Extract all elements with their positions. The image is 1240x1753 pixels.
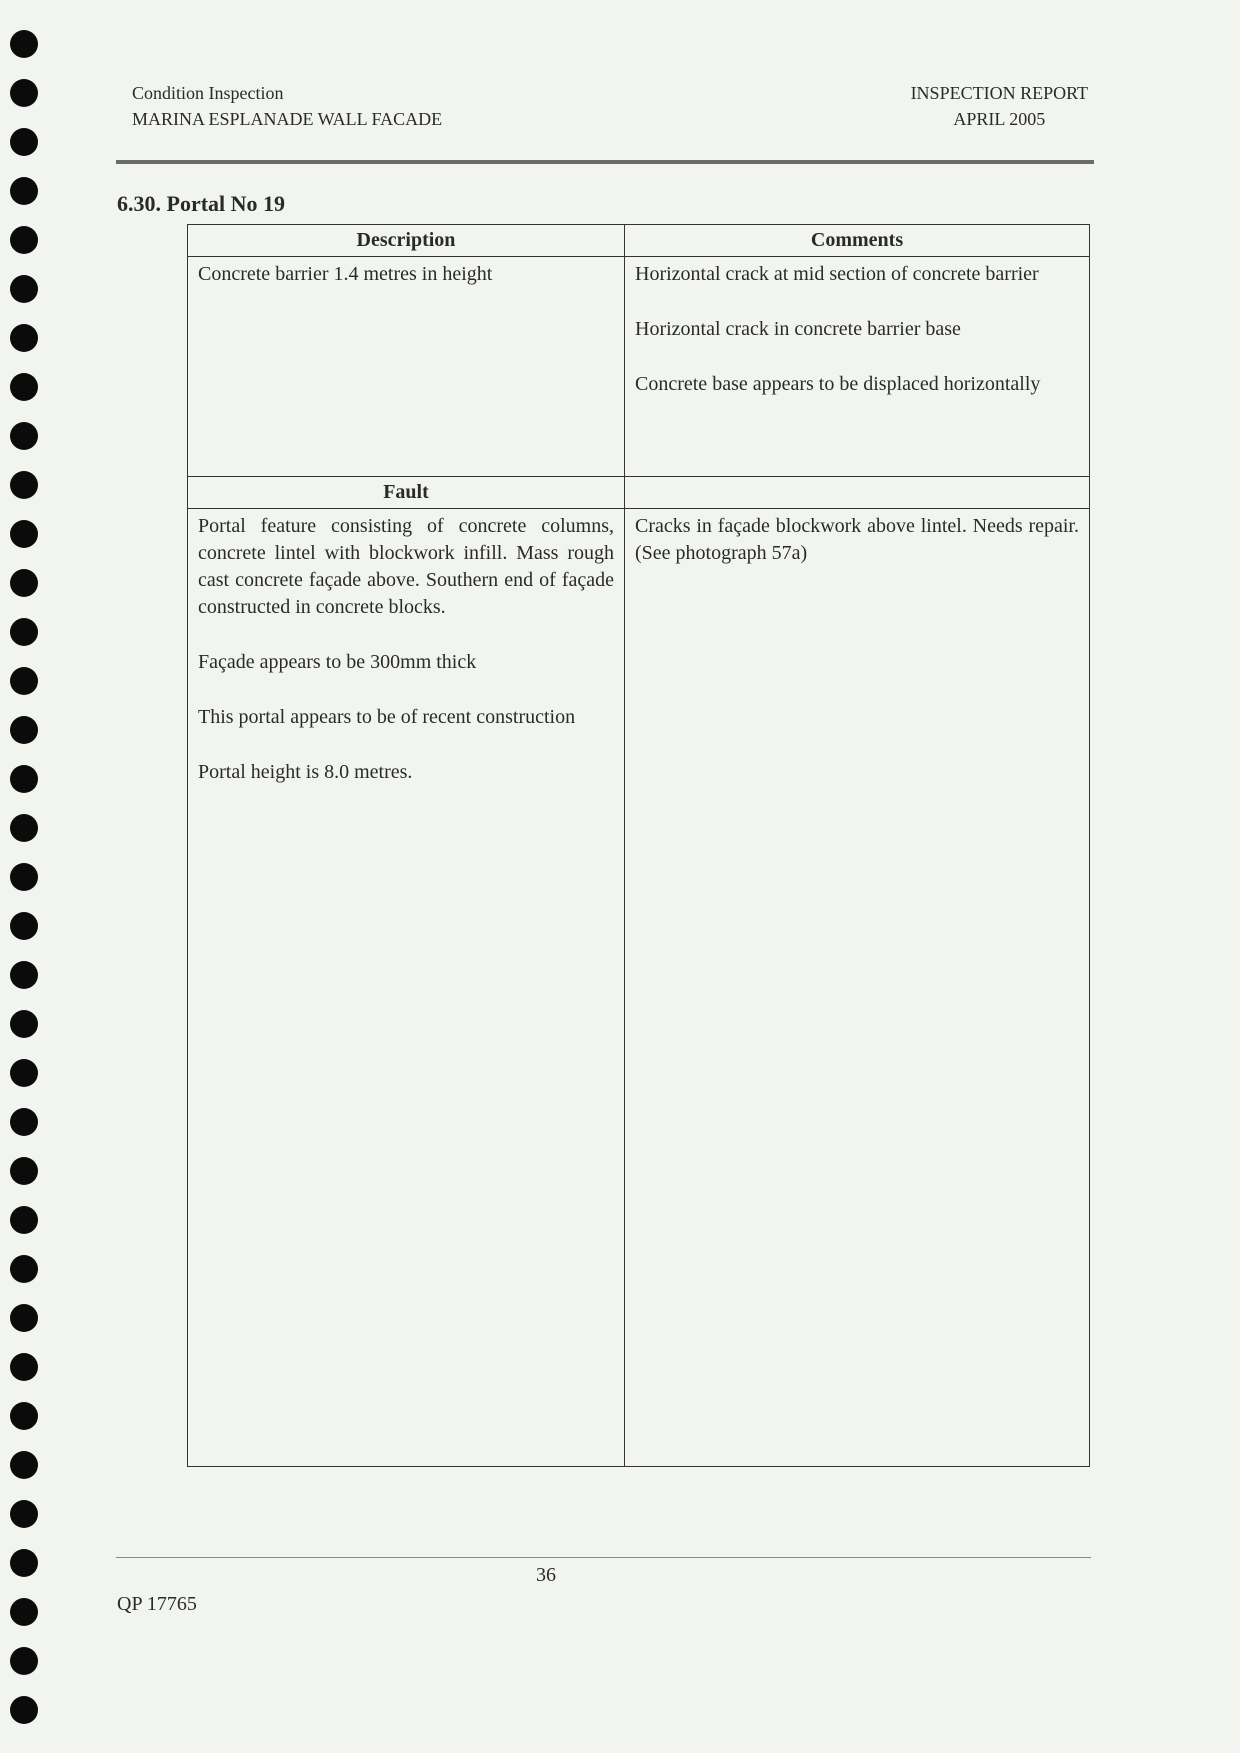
binder-hole [10,1059,38,1087]
fault-comments-cell [625,509,1090,1467]
binder-hole [10,275,38,303]
binder-hole [10,471,38,499]
binder-hole [10,30,38,58]
binder-hole [10,1255,38,1283]
binder-hole [10,79,38,107]
footer-divider [116,1557,1091,1558]
comments-header: Comments [625,225,1090,257]
fault-comment-text: Cracks in façade blockwork above lintel. Needs repair.(See photograph 57a) [635,515,1079,564]
binder-hole [10,1451,38,1479]
binder-hole [10,667,38,695]
binder-hole [10,1108,38,1136]
header-subject: MARINA ESPLANADE WALL FACADE [132,109,443,129]
binder-hole [10,422,38,450]
table-header-row [188,225,1090,257]
binder-hole [10,1206,38,1234]
binder-hole [10,1402,38,1430]
description-text: Concrete barrier 1.4 metres in height [198,263,493,285]
table-row [188,257,1090,477]
binder-hole [10,1353,38,1381]
binder-hole [10,128,38,156]
fault-description-text: This portal appears to be of recent construction [198,706,576,728]
binder-hole [10,1696,38,1724]
comment-text: Horizontal crack at mid section of concrete barrier [635,263,1039,285]
header-report-type: Condition Inspection [132,83,284,103]
header-left [132,80,442,132]
binder-hole [10,1157,38,1185]
binder-hole [10,1549,38,1577]
header-report-title: INSPECTION REPORT [910,83,1088,103]
binder-hole [10,177,38,205]
header-right [911,80,1088,132]
binder-hole [10,1304,38,1332]
table-row [188,509,1090,1467]
binder-hole [10,1500,38,1528]
fault-description-text: Portal feature consisting of concrete columns, concrete lintel with blockwork infill. Mass rough cast concrete façade above. Southern end of façade constructed in concrete blocks. [198,515,614,618]
binder-hole [10,1598,38,1626]
comment-text: Horizontal crack in concrete barrier base [635,318,961,340]
binder-hole [10,226,38,254]
description-header: Description [188,225,625,257]
binder-hole [10,520,38,548]
comment-text: Concrete base appears to be displaced horizontally [635,373,1041,395]
header-report-date: APRIL 2005 [953,109,1046,129]
binder-hole [10,618,38,646]
fault-description-text: Façade appears to be 300mm thick [198,651,477,673]
page-number: 36 [536,1564,556,1586]
fault-header-empty [625,477,1090,509]
binder-hole [10,863,38,891]
binder-hole [10,912,38,940]
fault-description-cell [188,509,625,1467]
section-title: 6.30. Portal No 19 [117,191,286,216]
fault-header-row [188,477,1090,509]
binder-hole [10,814,38,842]
binder-hole [10,1647,38,1675]
binder-hole [10,961,38,989]
binder-hole [10,324,38,352]
header-divider [116,160,1094,164]
document-id: QP 17765 [117,1593,197,1615]
description-cell [188,257,625,477]
binder-hole [10,765,38,793]
fault-header: Fault [188,477,625,509]
inspection-table [187,224,1090,1467]
binder-hole [10,716,38,744]
binder-hole [10,569,38,597]
binder-hole [10,373,38,401]
fault-description-text: Portal height is 8.0 metres. [198,761,413,783]
binder-hole [10,1010,38,1038]
comments-cell [625,257,1090,477]
